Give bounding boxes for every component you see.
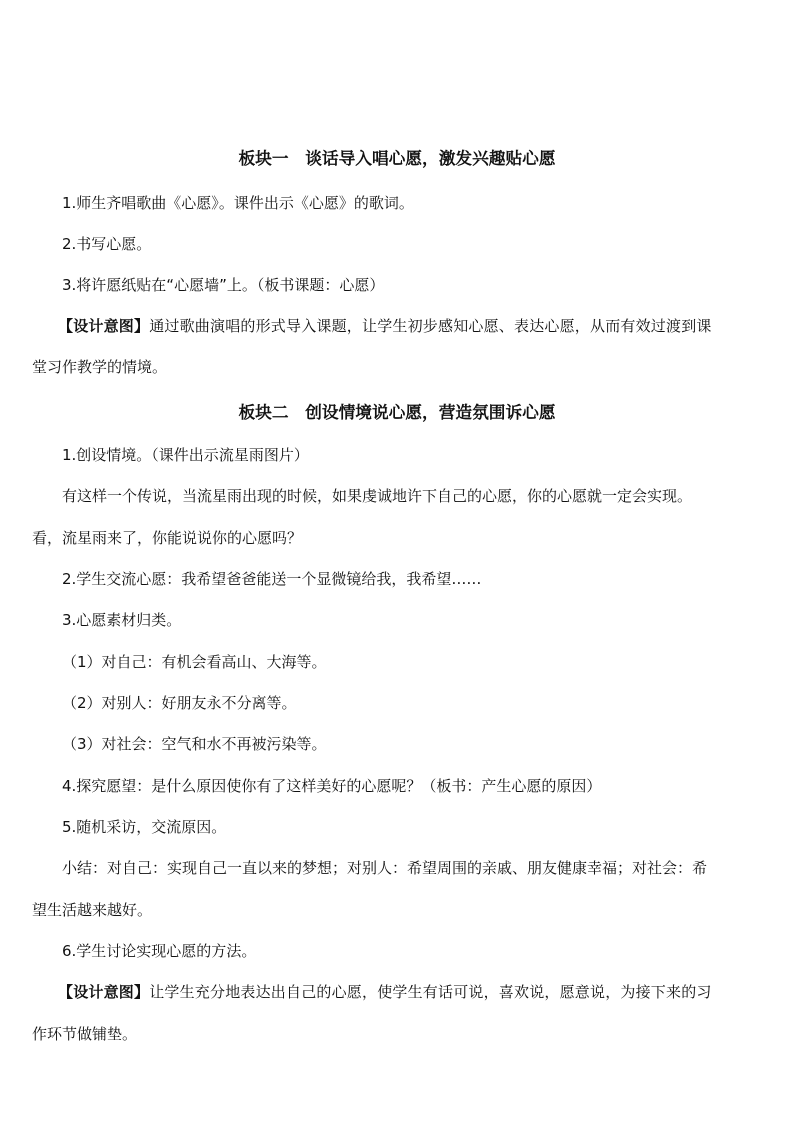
section-1-item-2: 2.书写心愿。 — [62, 235, 152, 253]
section-2-design-intent — [58, 981, 712, 1003]
section-2-item-1: 1.创设情境。（课件出示流星雨图片） — [62, 446, 309, 464]
design-intent-tag: 【设计意图】 — [58, 317, 150, 335]
design-intent-text: 通过歌曲演唱的形式导入课题，让学生初步感知心愿、表达心愿，从而有效过渡到课 — [149, 317, 712, 335]
section-1-design-intent — [58, 315, 712, 337]
section-1-heading: 板块一 谈话导入唱心愿，激发兴趣贴心愿 — [238, 148, 556, 168]
section-1-item-3: 3.将许愿纸贴在“心愿墙”上。（板书课题：心愿） — [62, 276, 385, 294]
section-2-item-3: 3.心愿素材归类。 — [62, 611, 182, 629]
section-2-item-5: 5.随机采访，交流原因。 — [62, 818, 227, 836]
section-2-item-2: 2.学生交流心愿：我希望爸爸能送一个显微镜给我，我希望…… — [62, 570, 482, 588]
section-2-story-line-2: 看，流星雨来了，你能说说你的心愿吗？ — [32, 529, 303, 547]
section-1-design-intent-continued: 堂习作教学的情境。 — [32, 358, 168, 376]
section-2-summary-line-2: 望生活越来越好。 — [32, 901, 153, 919]
section-2-item-4: 4.探究愿望：是什么原因使你有了这样美好的心愿呢？（板书：产生心愿的原因） — [62, 777, 602, 795]
section-2-story-line-1: 有这样一个传说，当流星雨出现的时候，如果虔诚地许下自己的心愿，你的心愿就一定会实现。 — [62, 487, 693, 505]
section-2-sub-item-1: （1）对自己：有机会看高山、大海等。 — [62, 653, 327, 671]
section-2-sub-item-2: （2）对别人：好朋友永不分离等。 — [62, 694, 297, 712]
design-intent-text: 让学生充分地表达出自己的心愿，使学生有话可说，喜欢说，愿意说，为接下来的习 — [149, 983, 712, 1001]
section-2-design-intent-continued: 作环节做铺垫。 — [32, 1025, 138, 1043]
section-2-sub-item-3: （3）对社会：空气和水不再被污染等。 — [62, 735, 327, 753]
section-1-item-1: 1.师生齐唱歌曲《心愿》。课件出示《心愿》的歌词。 — [62, 194, 414, 212]
section-2-summary-line-1: 小结：对自己：实现自己一直以来的梦想；对别人：希望周围的亲戚、朋友健康幸福；对社会：希 — [62, 859, 708, 877]
section-2-item-6: 6.学生讨论实现心愿的方法。 — [62, 942, 257, 960]
design-intent-tag: 【设计意图】 — [58, 983, 150, 1001]
section-2-heading: 板块二 创设情境说心愿，营造氛围诉心愿 — [238, 402, 556, 422]
